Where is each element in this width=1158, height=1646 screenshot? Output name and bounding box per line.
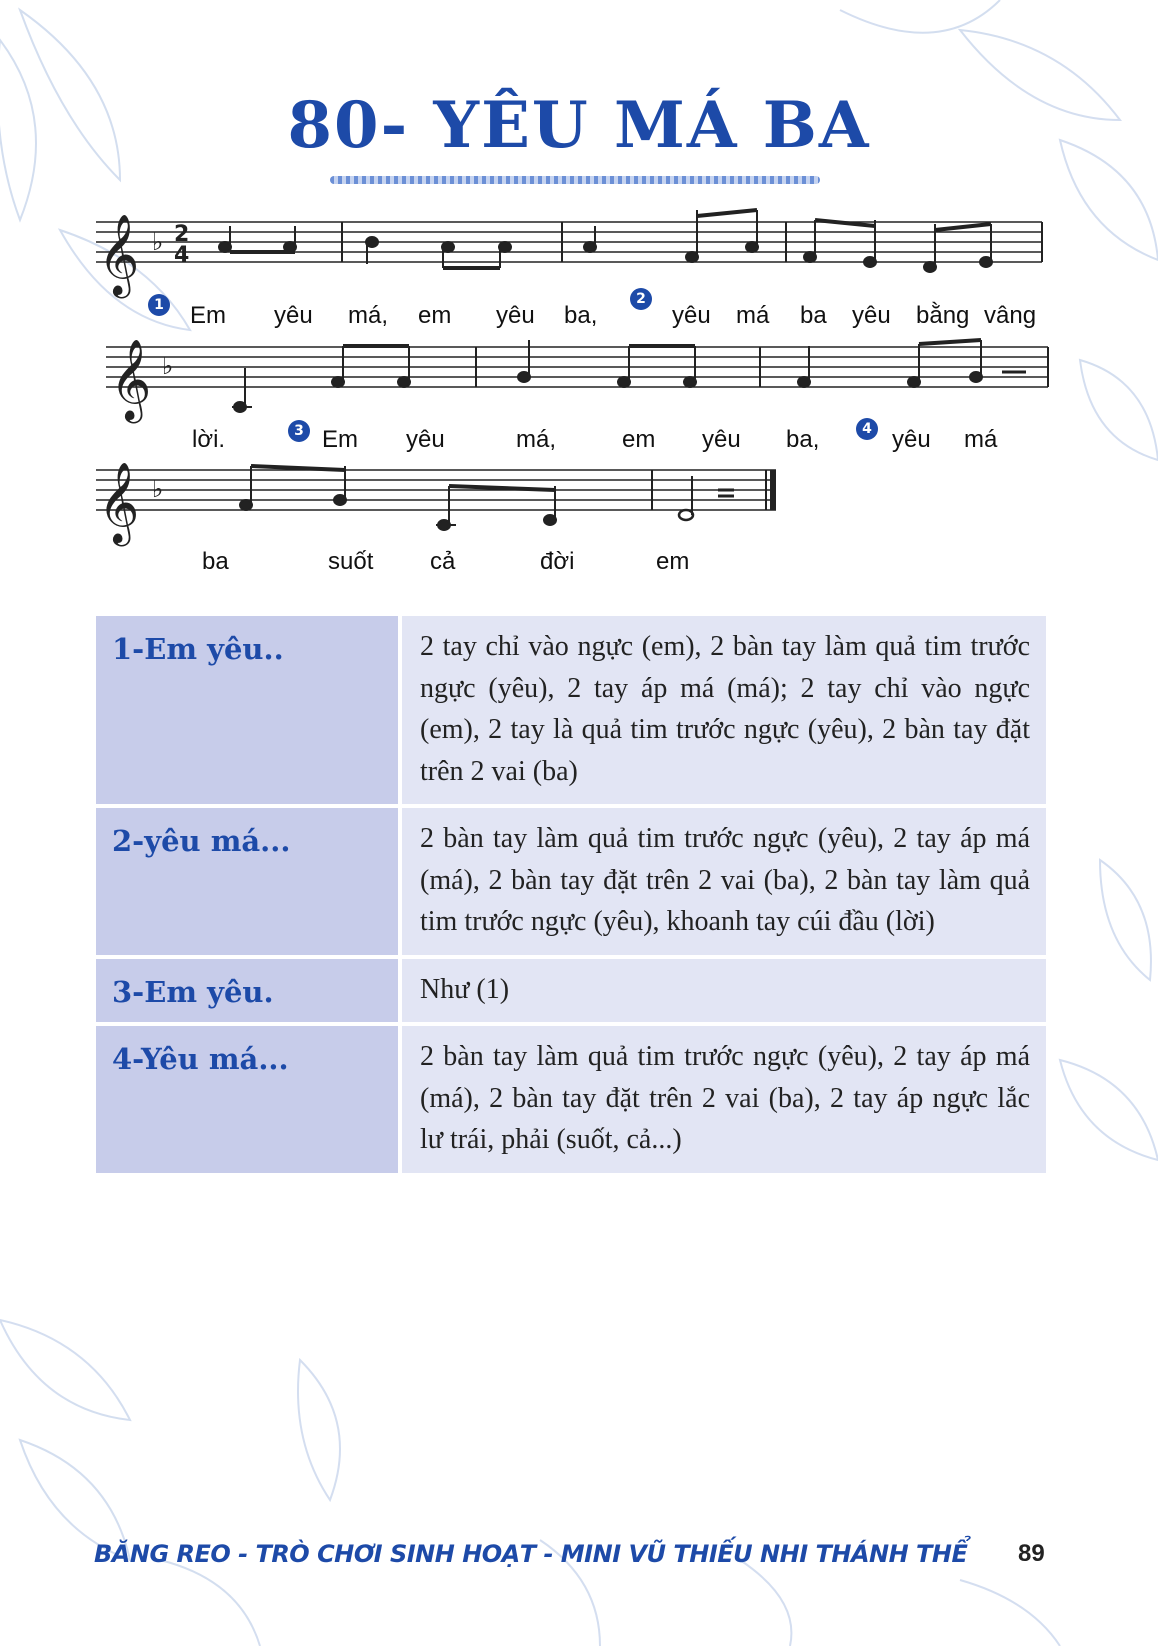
treble-clef-icon: 𝄞 (110, 338, 152, 420)
table-row (96, 959, 1046, 1023)
sheet-music (0, 0, 1158, 600)
lyric-word: yêu (274, 302, 313, 329)
lyric-word: ba (800, 302, 827, 329)
lyric-word: lời. (192, 426, 226, 453)
lyric-word: yêu (406, 426, 445, 453)
step-label: 2-yêu má... (96, 808, 398, 955)
lyric-word: má (964, 426, 998, 453)
lyric-word: yêu (852, 302, 891, 329)
flat-icon: ♭ (152, 228, 164, 256)
page-number: 89 (1018, 1540, 1045, 1567)
lyric-word: má, (348, 302, 389, 329)
table-row (96, 808, 1046, 955)
footer-book-title: BĂNG REO - TRÒ CHƠI SINH HOẠT - MINI VŨ THIẾU NHI THÁNH THỂ (94, 1540, 968, 1568)
lyric-word: đời (540, 548, 575, 575)
lyric-word: bằng (916, 302, 970, 329)
step-description: 2 bàn tay làm quả tim trước ngực (yêu), 2 tay áp má (má), 2 bàn tay đặt trên 2 vai (ba), 2 bàn tay làm quả tim trước ngực (yêu), khoanh tay cúi đầu (lời) (398, 808, 1046, 955)
lyric-word: Em (322, 426, 358, 453)
lyric-word: ba, (786, 426, 820, 453)
lyric-word: Em (190, 302, 226, 329)
song-title: 80- YÊU MÁ BA (287, 88, 871, 163)
lyric-word: cả (430, 548, 456, 575)
step-description: Như (1) (398, 959, 1046, 1023)
lyric-word: em (418, 302, 452, 329)
flat-icon: ♭ (152, 475, 164, 503)
table-row (96, 616, 1046, 804)
lyric-word: yêu (496, 302, 535, 329)
staff-2-lines (106, 347, 1048, 387)
lyric-word: ba (202, 548, 229, 575)
lyric-word: má (736, 302, 770, 329)
time-signature-top: 2 (174, 222, 190, 247)
time-signature-bottom: 4 (174, 243, 190, 268)
lyric-word: má, (516, 426, 557, 453)
lyric-word: yêu (892, 426, 931, 453)
lyric-word: suốt (328, 548, 374, 575)
staff-1-lines (96, 222, 1042, 262)
lyric-word: em (656, 548, 690, 575)
step-description: 2 bàn tay làm quả tim trước ngực (yêu), 2 tay áp má (má), 2 bàn tay đặt trên 2 vai (ba), 2 tay áp ngực lắc lư trái, phải (suốt, cả...) (398, 1026, 1046, 1173)
lyric-word: vâng (984, 302, 1037, 329)
treble-clef-icon: 𝄞 (98, 461, 140, 543)
flat-icon: ♭ (162, 352, 174, 380)
step-description: 2 tay chỉ vào ngực (em), 2 bàn tay làm quả tim trước ngực (yêu), 2 tay áp má (má); 2 tay chỉ vào ngực (em), 2 tay là quả tim trước ngực (yêu), 2 bàn tay đặt trên 2 vai (ba) (398, 616, 1046, 804)
step-label: 4-Yêu má... (96, 1026, 398, 1173)
lyric-word: yêu (672, 302, 711, 329)
notes (219, 210, 1026, 530)
motion-table (96, 612, 1046, 1177)
table-row (96, 1026, 1046, 1173)
step-label: 3-Em yêu. (96, 959, 398, 1023)
treble-clef-icon: 𝄞 (98, 213, 140, 295)
lyric-word: ba, (564, 302, 598, 329)
step-label: 1-Em yêu.. (96, 616, 398, 804)
verse-marker-2: 2 (630, 288, 652, 310)
lyric-word: em (622, 426, 656, 453)
staff-3-lines (96, 470, 776, 510)
verse-marker-1: 1 (148, 294, 170, 316)
verse-marker-3: 3 (288, 420, 310, 442)
lyric-word: yêu (702, 426, 741, 453)
verse-marker-4: 4 (856, 418, 878, 440)
